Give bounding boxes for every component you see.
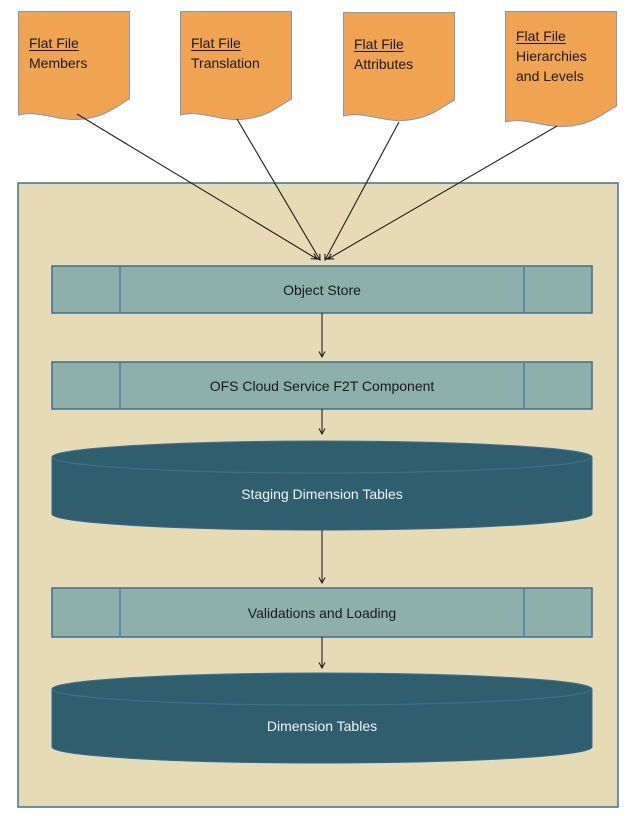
f2t-component-box (52, 362, 592, 409)
flat-file-name: Members (29, 55, 88, 71)
flat-file-shape-members (19, 12, 130, 120)
flat-file-title: Flat File (516, 28, 566, 44)
flat-file-name: Hierarchies and Levels (516, 48, 587, 84)
flat-file-name: Translation (191, 55, 260, 71)
flat-file-name: Attributes (354, 56, 414, 72)
flat-file-shape-hierarchies (506, 12, 617, 127)
validations-loading-box (52, 588, 592, 637)
flat-file-shape-translation (181, 12, 292, 120)
dimension-tables-cylinder (52, 673, 592, 763)
flat-file-title: Flat File (354, 36, 404, 52)
object-store-box (52, 266, 592, 313)
flat-file-title: Flat File (191, 35, 241, 51)
object-store-label: Object Store (283, 281, 361, 298)
flat-file-shape-attributes (344, 13, 455, 121)
dimension-tables-label: Dimension Tables (266, 718, 378, 734)
staging-dimension-tables-cylinder (52, 441, 592, 530)
validations-loading-label: Validations and Loading (247, 604, 397, 621)
flat-file-title: Flat File (29, 35, 79, 51)
staging-dimension-tables-label: Staging Dimension Tables (241, 485, 403, 502)
f2t-component-label: OFS Cloud Service F2T Component (209, 377, 435, 394)
